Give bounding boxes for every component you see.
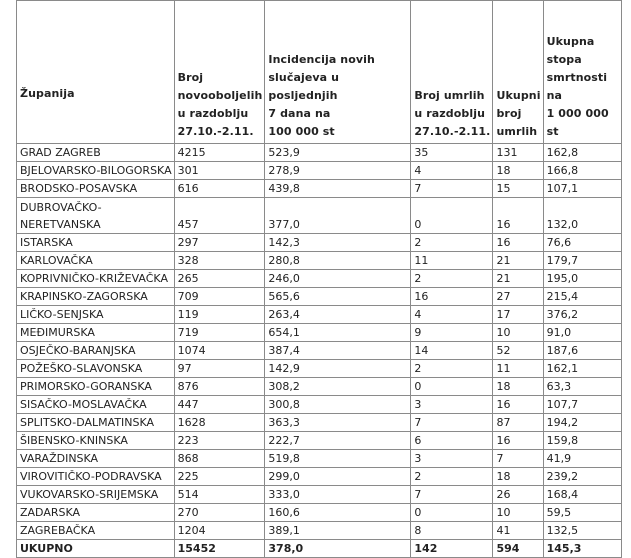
county-cell: OSJEČKO-BARANJSKA xyxy=(17,342,175,360)
deaths-total-cell: 18 xyxy=(493,378,543,396)
county-cell: BRODSKO-POSAVSKA xyxy=(17,180,175,198)
table-row xyxy=(17,486,622,504)
incidence-cell: 142,9 xyxy=(265,360,411,378)
new-cases-cell: 223 xyxy=(174,432,265,450)
mortality-rate-cell: 41,9 xyxy=(543,450,621,468)
mortality-rate-cell: 215,4 xyxy=(543,288,621,306)
new-cases-cell: 328 xyxy=(174,252,265,270)
total-deaths-total: 594 xyxy=(493,540,543,558)
mortality-rate-cell: 194,2 xyxy=(543,414,621,432)
mortality-rate-cell: 179,7 xyxy=(543,252,621,270)
deaths-period-cell: 6 xyxy=(411,432,493,450)
table-row xyxy=(17,432,622,450)
deaths-total-cell: 18 xyxy=(493,468,543,486)
table-row xyxy=(17,252,622,270)
new-cases-cell: 709 xyxy=(174,288,265,306)
new-cases-cell: 301 xyxy=(174,162,265,180)
incidence-cell: 246,0 xyxy=(265,270,411,288)
incidence-cell: 142,3 xyxy=(265,234,411,252)
incidence-cell: 299,0 xyxy=(265,468,411,486)
deaths-period-cell: 2 xyxy=(411,468,493,486)
county-cell: ZAGREBAČKA xyxy=(17,522,175,540)
mortality-rate-cell: 187,6 xyxy=(543,342,621,360)
incidence-cell: 300,8 xyxy=(265,396,411,414)
deaths-period-cell: 4 xyxy=(411,306,493,324)
table-row xyxy=(17,324,622,342)
deaths-total-cell: 18 xyxy=(493,162,543,180)
deaths-period-cell: 35 xyxy=(411,144,493,162)
header-deaths-period: Broj umrlih u razdoblju 27.10.-2.11. xyxy=(411,1,493,144)
deaths-total-cell: 21 xyxy=(493,270,543,288)
deaths-period-cell: 14 xyxy=(411,342,493,360)
mortality-rate-cell: 59,5 xyxy=(543,504,621,522)
deaths-total-cell: 11 xyxy=(493,360,543,378)
incidence-cell: 439,8 xyxy=(265,180,411,198)
table-row xyxy=(17,468,622,486)
new-cases-cell: 1628 xyxy=(174,414,265,432)
mortality-rate-cell: 91,0 xyxy=(543,324,621,342)
table-row xyxy=(17,180,622,198)
county-cell: LIČKO-SENJSKA xyxy=(17,306,175,324)
table-body xyxy=(17,144,622,540)
deaths-total-cell: 87 xyxy=(493,414,543,432)
mortality-rate-cell: 195,0 xyxy=(543,270,621,288)
county-cell: VIROVITIČKO-PODRAVSKA xyxy=(17,468,175,486)
county-statistics-table xyxy=(16,0,622,558)
deaths-total-cell: 16 xyxy=(493,198,543,234)
county-cell: SISAČKO-MOSLAVAČKA xyxy=(17,396,175,414)
incidence-cell: 363,3 xyxy=(265,414,411,432)
county-cell: DUBROVAČKO- NERETVANSKA xyxy=(17,198,175,234)
mortality-rate-cell: 162,1 xyxy=(543,360,621,378)
county-cell: ISTARSKA xyxy=(17,234,175,252)
total-mortality-rate: 145,3 xyxy=(543,540,621,558)
deaths-period-cell: 2 xyxy=(411,360,493,378)
header-mortality-rate: Ukupna stopa smrtnosti na 1 000 000 st xyxy=(543,1,621,144)
deaths-period-cell: 8 xyxy=(411,522,493,540)
header-county: Županija xyxy=(17,1,175,144)
total-incidence: 378,0 xyxy=(265,540,411,558)
deaths-total-cell: 27 xyxy=(493,288,543,306)
county-cell: KARLOVAČKA xyxy=(17,252,175,270)
county-cell: POŽEŠKO-SLAVONSKA xyxy=(17,360,175,378)
incidence-cell: 280,8 xyxy=(265,252,411,270)
new-cases-cell: 270 xyxy=(174,504,265,522)
table-row xyxy=(17,396,622,414)
header-new-cases: Broj novooboljelih u razdoblju 27.10.-2.11. xyxy=(174,1,265,144)
table-row xyxy=(17,504,622,522)
mortality-rate-cell: 107,1 xyxy=(543,180,621,198)
mortality-rate-cell: 159,8 xyxy=(543,432,621,450)
mortality-rate-cell: 162,8 xyxy=(543,144,621,162)
mortality-rate-cell: 76,6 xyxy=(543,234,621,252)
county-cell: VARAŽDINSKA xyxy=(17,450,175,468)
county-cell: VUKOVARSKO-SRIJEMSKA xyxy=(17,486,175,504)
header-incidence: Incidencija novih slučajeva u posljednjih 7 dana na 100 000 st xyxy=(265,1,411,144)
deaths-total-cell: 10 xyxy=(493,504,543,522)
deaths-total-cell: 16 xyxy=(493,432,543,450)
new-cases-cell: 876 xyxy=(174,378,265,396)
table-row xyxy=(17,270,622,288)
deaths-total-cell: 17 xyxy=(493,306,543,324)
deaths-period-cell: 2 xyxy=(411,270,493,288)
deaths-total-cell: 10 xyxy=(493,324,543,342)
deaths-period-cell: 3 xyxy=(411,450,493,468)
deaths-total-cell: 16 xyxy=(493,234,543,252)
deaths-total-cell: 131 xyxy=(493,144,543,162)
new-cases-cell: 719 xyxy=(174,324,265,342)
deaths-period-cell: 7 xyxy=(411,414,493,432)
mortality-rate-cell: 107,7 xyxy=(543,396,621,414)
county-cell: ZADARSKA xyxy=(17,504,175,522)
mortality-rate-cell: 168,4 xyxy=(543,486,621,504)
header-row xyxy=(17,1,622,144)
mortality-rate-cell: 376,2 xyxy=(543,306,621,324)
table-row xyxy=(17,522,622,540)
table-row xyxy=(17,450,622,468)
incidence-cell: 565,6 xyxy=(265,288,411,306)
deaths-total-cell: 52 xyxy=(493,342,543,360)
deaths-total-cell: 15 xyxy=(493,180,543,198)
deaths-period-cell: 9 xyxy=(411,324,493,342)
incidence-cell: 387,4 xyxy=(265,342,411,360)
table-row xyxy=(17,342,622,360)
header-deaths-total: Ukupni broj umrlih xyxy=(493,1,543,144)
county-cell: SPLITSKO-DALMATINSKA xyxy=(17,414,175,432)
table-row xyxy=(17,162,622,180)
table-row xyxy=(17,288,622,306)
new-cases-cell: 447 xyxy=(174,396,265,414)
county-cell: GRAD ZAGREB xyxy=(17,144,175,162)
new-cases-cell: 1204 xyxy=(174,522,265,540)
county-cell: BJELOVARSKO-BILOGORSKA xyxy=(17,162,175,180)
incidence-cell: 222,7 xyxy=(265,432,411,450)
deaths-period-cell: 7 xyxy=(411,486,493,504)
deaths-total-cell: 26 xyxy=(493,486,543,504)
total-deaths-period: 142 xyxy=(411,540,493,558)
new-cases-cell: 119 xyxy=(174,306,265,324)
new-cases-cell: 4215 xyxy=(174,144,265,162)
new-cases-cell: 616 xyxy=(174,180,265,198)
table-row xyxy=(17,234,622,252)
deaths-period-cell: 7 xyxy=(411,180,493,198)
table-row xyxy=(17,360,622,378)
incidence-cell: 263,4 xyxy=(265,306,411,324)
total-new-cases: 15452 xyxy=(174,540,265,558)
new-cases-cell: 868 xyxy=(174,450,265,468)
county-cell: ŠIBENSKO-KNINSKA xyxy=(17,432,175,450)
new-cases-cell: 265 xyxy=(174,270,265,288)
deaths-total-cell: 21 xyxy=(493,252,543,270)
new-cases-cell: 97 xyxy=(174,360,265,378)
new-cases-cell: 225 xyxy=(174,468,265,486)
incidence-cell: 523,9 xyxy=(265,144,411,162)
incidence-cell: 278,9 xyxy=(265,162,411,180)
deaths-total-cell: 16 xyxy=(493,396,543,414)
county-cell: KRAPINSKO-ZAGORSKA xyxy=(17,288,175,306)
table-row xyxy=(17,144,622,162)
deaths-period-cell: 0 xyxy=(411,378,493,396)
table-row xyxy=(17,378,622,396)
county-cell: MEĐIMURSKA xyxy=(17,324,175,342)
mortality-rate-cell: 166,8 xyxy=(543,162,621,180)
incidence-cell: 519,8 xyxy=(265,450,411,468)
incidence-cell: 389,1 xyxy=(265,522,411,540)
incidence-cell: 333,0 xyxy=(265,486,411,504)
deaths-period-cell: 0 xyxy=(411,504,493,522)
table-row xyxy=(17,198,622,234)
incidence-cell: 654,1 xyxy=(265,324,411,342)
deaths-period-cell: 3 xyxy=(411,396,493,414)
incidence-cell: 377,0 xyxy=(265,198,411,234)
mortality-rate-cell: 63,3 xyxy=(543,378,621,396)
new-cases-cell: 297 xyxy=(174,234,265,252)
county-cell: PRIMORSKO-GORANSKA xyxy=(17,378,175,396)
county-cell: KOPRIVNIČKO-KRIŽEVAČKA xyxy=(17,270,175,288)
mortality-rate-cell: 132,5 xyxy=(543,522,621,540)
incidence-cell: 160,6 xyxy=(265,504,411,522)
mortality-rate-cell: 132,0 xyxy=(543,198,621,234)
new-cases-cell: 457 xyxy=(174,198,265,234)
deaths-period-cell: 0 xyxy=(411,198,493,234)
total-county: UKUPNO xyxy=(17,540,175,558)
deaths-period-cell: 11 xyxy=(411,252,493,270)
deaths-period-cell: 2 xyxy=(411,234,493,252)
incidence-cell: 308,2 xyxy=(265,378,411,396)
table-row xyxy=(17,414,622,432)
new-cases-cell: 1074 xyxy=(174,342,265,360)
deaths-period-cell: 4 xyxy=(411,162,493,180)
deaths-total-cell: 7 xyxy=(493,450,543,468)
table-row xyxy=(17,306,622,324)
deaths-period-cell: 16 xyxy=(411,288,493,306)
deaths-total-cell: 41 xyxy=(493,522,543,540)
mortality-rate-cell: 239,2 xyxy=(543,468,621,486)
new-cases-cell: 514 xyxy=(174,486,265,504)
total-row xyxy=(17,540,622,558)
